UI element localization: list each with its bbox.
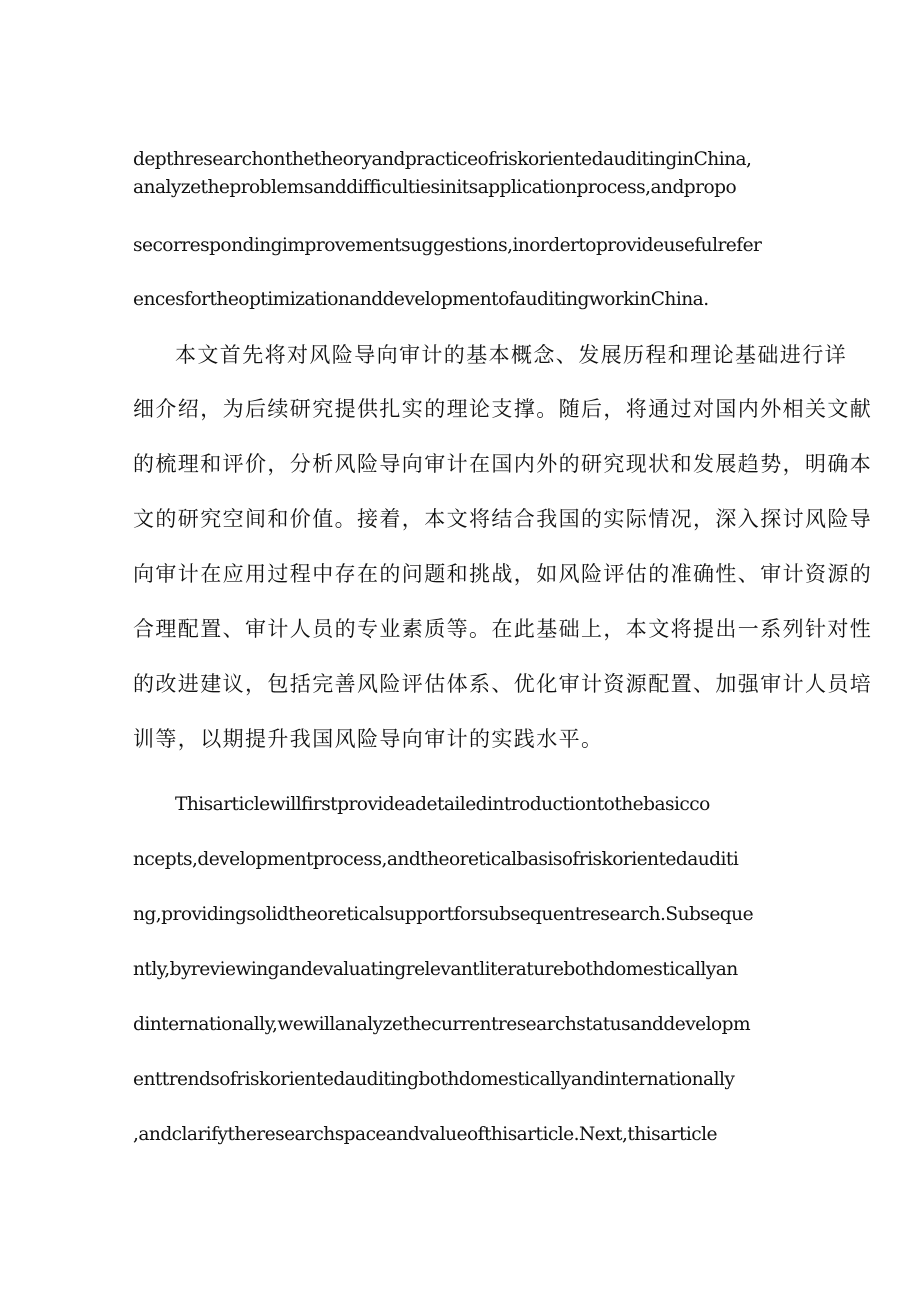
text-line: secorrespondingimprovementsuggestions,inordertoprovideusefulrefer [133,235,762,256]
text-line: 文的研究空间和价值。接着，本文将结合我国的实际情况，深入探讨风险导 [133,507,873,531]
text-line: enttrendsofriskorientedauditingbothdomesticallyandinternationally [133,1069,735,1090]
text-line: 合理配置、审计人员的专业素质等。在此基础上，本文将提出一系列针对性 [133,617,873,641]
text-line: dinternationally,wewillanalyzethecurrentresearchstatusanddevelopm [133,1014,751,1035]
text-line: 向审计在应用过程中存在的问题和挑战，如风险评估的准确性、审计资源的 [133,562,873,586]
text-line: ,andclarifytheresearchspaceandvalueofthisarticle.Next,thisarticle [133,1124,717,1145]
text-line: depthresearchonthetheoryandpracticeofriskorientedauditinginChina, [133,149,752,170]
text-line: ncepts,developmentprocess,andtheoreticalbasisofriskorientedauditi [133,849,739,870]
text-line: 的改进建议，包括完善风险评估体系、优化审计资源配置、加强审计人员培 [133,672,873,696]
text-line: analyzetheproblemsanddifficultiesinitsapplicationprocess,andpropo [133,177,737,198]
text-line: Thisarticlewillfirstprovideadetailedintroductiontothebasicco [175,794,710,815]
text-line: 本文首先将对风险导向审计的基本概念、发展历程和理论基础进行详 [175,343,847,367]
text-line: ng,providingsolidtheoreticalsupportforsubsequentresearch.Subseque [133,904,754,925]
text-line: 细介绍，为后续研究提供扎实的理论支撑。随后，将通过对国内外相关文献 [133,397,873,421]
text-line: ntly,byreviewingandevaluatingrelevantliteraturebothdomesticallyan [133,959,738,980]
text-line: 的梳理和评价，分析风险导向审计在国内外的研究现状和发展趋势，明确本 [133,452,873,476]
text-line: encesfortheoptimizationanddevelopmentofauditingworkinChina. [133,289,709,310]
text-line: 训等，以期提升我国风险导向审计的实践水平。 [133,727,604,751]
